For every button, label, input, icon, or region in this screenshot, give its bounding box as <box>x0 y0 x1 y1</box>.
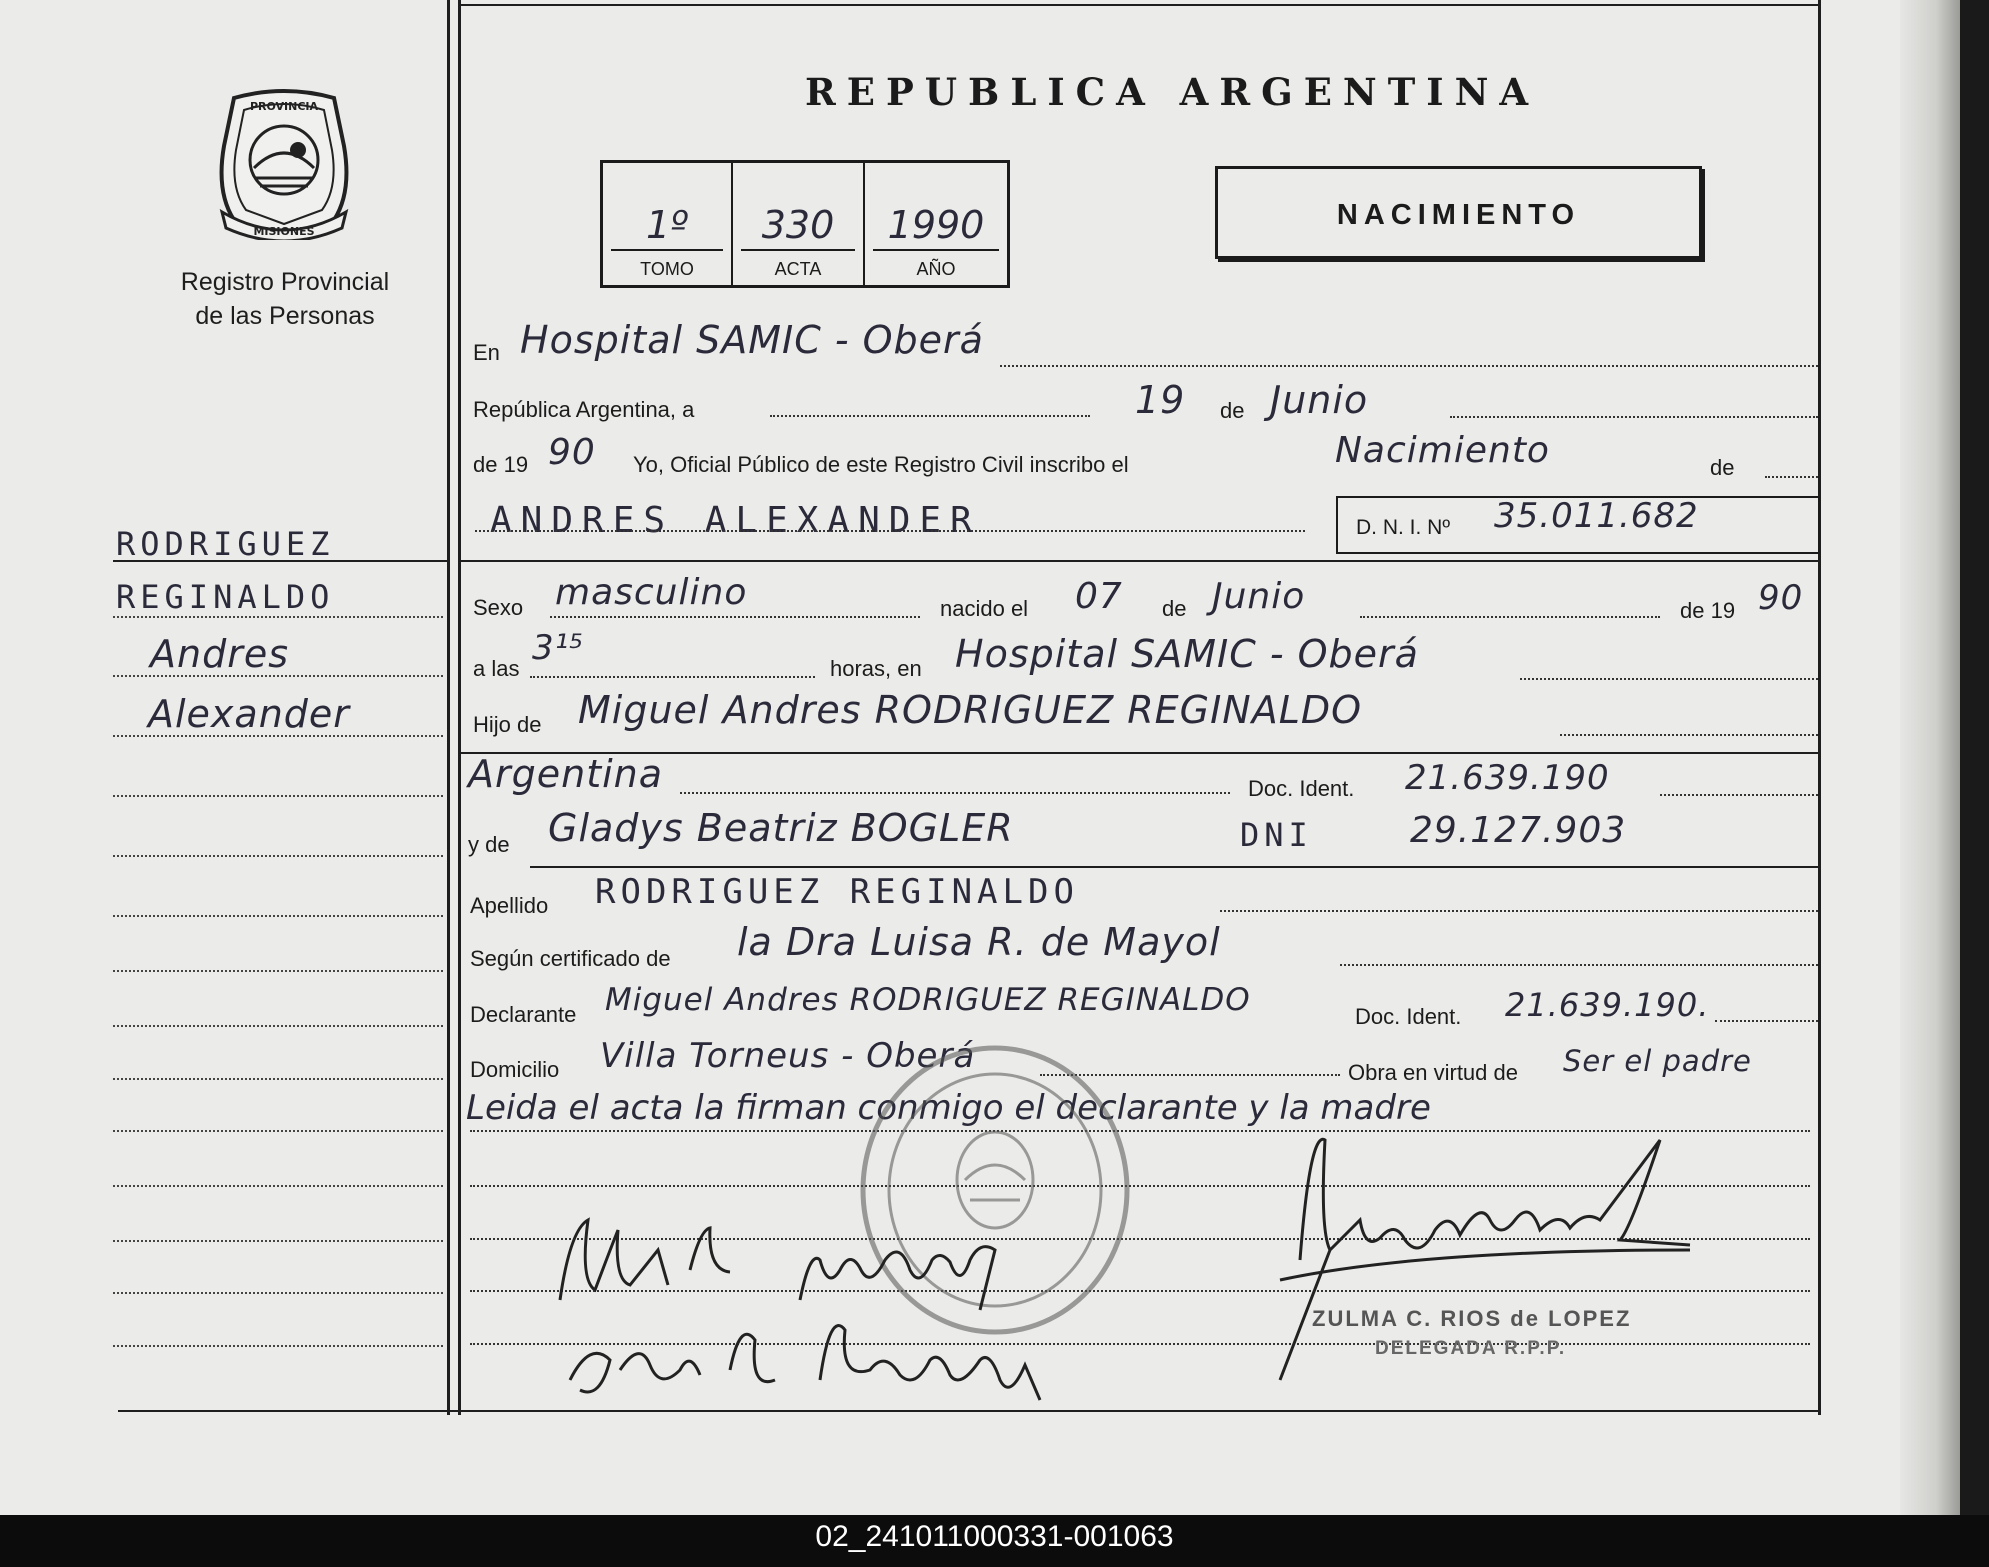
apellido-line <box>1220 910 1818 912</box>
top-border <box>458 4 1820 6</box>
domicilio-label: Domicilio <box>470 1057 560 1082</box>
yo-text: Yo, Oficial Público de este Registro Civil inscribo el <box>633 452 1129 477</box>
horas-label: horas, en <box>830 656 922 681</box>
sidebar-line <box>113 1130 443 1132</box>
anio-value: 1990 <box>887 203 985 247</box>
closing-text: Leida el acta la firman conmigo el declarante y la madre <box>466 1088 1431 1128</box>
day-value: 19 <box>1135 378 1186 422</box>
de-label2: de <box>1710 455 1735 480</box>
act-type-label: NACIMIENTO <box>1336 199 1581 231</box>
acta-cell <box>733 163 865 285</box>
sidebar-line <box>113 795 443 797</box>
mother-dni-label: DNI <box>1240 816 1313 854</box>
child-name: ANDRES ALEXANDER <box>490 500 981 541</box>
nacido-label: nacido el <box>940 596 1029 621</box>
sidebar-line <box>113 970 443 972</box>
obra-label: Obra en virtud de <box>1348 1060 1518 1085</box>
birth-place: Hospital SAMIC - Oberá <box>955 632 1419 676</box>
obra-value: Ser el padre <box>1563 1044 1752 1078</box>
mother-dni: 29.127.903 <box>1410 810 1627 851</box>
birth-month-line <box>1360 616 1660 618</box>
father-signature <box>540 1190 1080 1420</box>
en-value: Hospital SAMIC - Oberá <box>520 318 984 362</box>
father-doc: 21.639.190 <box>1405 758 1610 798</box>
birth-month: Junio <box>1212 576 1306 617</box>
sidebar-line <box>113 1025 443 1027</box>
official-name: ZULMA C. RIOS de LOPEZ <box>1312 1306 1632 1331</box>
doc-ident-label2: Doc. Ident. <box>1355 1004 1462 1029</box>
sidebar-line <box>113 616 443 618</box>
de-label: de <box>1220 398 1245 423</box>
section-divider <box>458 560 1820 562</box>
province-seal-icon <box>212 88 356 240</box>
father-nationality: Argentina <box>468 752 664 796</box>
sexo-label: Sexo <box>473 595 524 620</box>
nationality-line <box>680 792 1230 794</box>
sidebar-line <box>113 1240 443 1242</box>
sidebar-line <box>113 675 443 677</box>
dni-box <box>1336 496 1820 554</box>
sidebar-surname1: RODRIGUEZ <box>116 525 335 563</box>
image-id-label: 02_241011000331-001063 <box>815 1520 1174 1553</box>
mother-divider <box>530 866 1820 868</box>
yde-label: y de <box>468 832 510 857</box>
sexo-value: masculino <box>555 572 748 613</box>
tomo-value: 1º <box>645 203 689 247</box>
page-title: REPUBLICA ARGENTINA <box>805 70 1540 114</box>
office-name-line1: Registro Provincial <box>180 268 390 296</box>
birth-year: 90 <box>1758 578 1804 618</box>
certificado-line <box>1340 964 1818 966</box>
left-margin-line <box>447 0 450 1415</box>
sidebar-line <box>113 1292 443 1294</box>
sidebar-firstname2: Alexander <box>148 692 350 736</box>
de-line <box>1765 476 1818 478</box>
anio-cell <box>865 163 1007 285</box>
month-value: Junio <box>1270 378 1369 422</box>
apellido-value: RODRIGUEZ REGINALDO <box>595 872 1079 912</box>
hijo-label: Hijo de <box>473 712 542 737</box>
sidebar-line <box>113 1345 443 1347</box>
sidebar-surname2: REGINALDO <box>116 578 335 616</box>
mother-name: Gladys Beatriz BOGLER <box>548 806 1014 850</box>
declarante-value: Miguel Andres RODRIGUEZ REGINALDO <box>605 982 1251 1018</box>
de19-label: de 19 <box>473 452 529 477</box>
acta-value: 330 <box>761 203 835 247</box>
sidebar-line <box>113 1078 443 1080</box>
sexo-line <box>550 616 920 618</box>
office-name-line2: de las Personas <box>195 302 375 330</box>
form-left-border <box>458 0 461 1415</box>
declarante-doc: 21.639.190. <box>1505 986 1710 1024</box>
registry-box <box>600 160 1010 288</box>
form-right-border <box>1818 0 1821 1415</box>
birth-place-line <box>1520 678 1818 680</box>
sidebar-line <box>113 855 443 857</box>
sidebar-line <box>113 735 443 737</box>
certificado-label: Según certificado de <box>470 946 671 971</box>
alas-label: a las <box>473 656 520 681</box>
birth-day: 07 <box>1075 576 1123 617</box>
de19-label2: de 19 <box>1680 598 1736 623</box>
acta-label: ACTA <box>774 259 822 279</box>
tomo-cell <box>603 163 733 285</box>
inscribo-value: Nacimiento <box>1335 430 1550 471</box>
domicilio-value: Villa Torneus - Oberá <box>600 1036 976 1076</box>
en-label: En <box>473 340 500 365</box>
page-edge <box>1900 0 1960 1515</box>
sidebar-line <box>113 1185 443 1187</box>
month-line <box>1450 416 1818 418</box>
year-value: 90 <box>548 432 596 473</box>
father-doc-line <box>1660 794 1818 796</box>
declarante-label: Declarante <box>470 1002 577 1027</box>
tomo-label: TOMO <box>640 259 694 279</box>
sidebar-firstname1: Andres <box>150 632 289 676</box>
dni-value: 35.011.682 <box>1494 496 1699 536</box>
republica-label: República Argentina, a <box>473 397 695 422</box>
svg-text:MISIONES: MISIONES <box>253 225 315 238</box>
act-type-box <box>1215 166 1702 259</box>
anio-label: AÑO <box>916 259 956 279</box>
svg-text:PROVINCIA: PROVINCIA <box>249 100 319 113</box>
apellido-label: Apellido <box>470 893 549 918</box>
en-line <box>1000 365 1818 367</box>
child-name-line <box>475 530 1305 532</box>
father-name: Miguel Andres RODRIGUEZ REGINALDO <box>578 688 1363 732</box>
dni-label: D. N. I. Nº <box>1356 516 1451 539</box>
day-line <box>770 415 1090 417</box>
alas-value: 3¹⁵ <box>532 628 584 668</box>
doc-ident-label: Doc. Ident. <box>1248 776 1355 801</box>
sidebar-line <box>113 915 443 917</box>
declarante-line <box>1715 1020 1818 1022</box>
certificado-value: la Dra Luisa R. de Mayol <box>737 920 1221 964</box>
official-title: DELEGADA R.P.P. <box>1375 1338 1567 1359</box>
de-label3: de <box>1162 596 1187 621</box>
alas-line <box>530 676 815 678</box>
father-line <box>1560 734 1818 736</box>
